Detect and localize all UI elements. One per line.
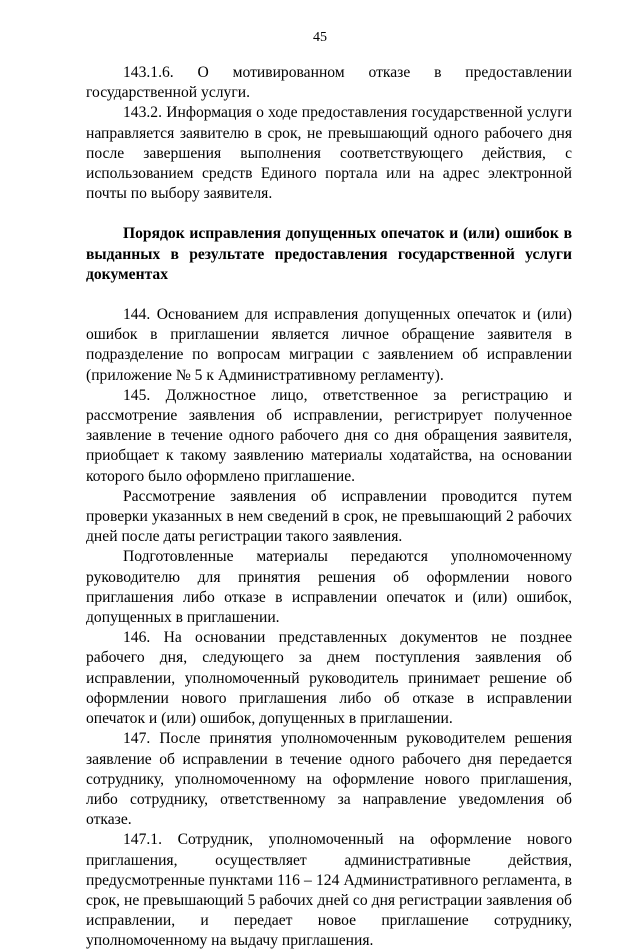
page-number: 45 [313,30,327,45]
paragraph-147-1: 147.1. Сотрудник, уполномоченный на оформление нового приглашения, осуществляет административные действия, предусмотренные пунктами 116 – 124 Административного регламента, в срок, не превышающий 5 рабочих дней со дня регистрации заявления об исправлении, и передает новое приглашение сотруднику, уполномоченному на выдачу приглашения. [86,831,572,950]
spacer [86,204,572,224]
document-body [86,63,572,952]
paragraph-146: 146. На основании представленных документов не позднее рабочего дня, следующего за днем поступления заявления об исправлении, уполномоченный руководитель принимает решение об оформлении нового приглашения либо об отказе в исправлении опечаток и (или) ошибок, допущенных в приглашении. [86,629,572,728]
paragraph-145-review: Рассмотрение заявления об исправлении проводится путем проверки указанных в нем сведений в срок, не превышающий 2 рабочих дней после даты регистрации такого заявления. [86,487,572,546]
paragraph-145: 145. Должностное лицо, ответственное за регистрацию и рассмотрение заявления об исправлении, регистрирует полученное заявление в течение одного рабочего дня со дня обращения заявителя, приобщает к такому заявлению материалы ходатайства, на основании которого было оформлено приглашение. [86,386,572,485]
paragraph-147: 147. После принятия уполномоченным руководителем решения заявление об исправлении в течение одного рабочего дня передается сотруднику, уполномоченному на оформление нового приглашения, либо сотруднику, ответственному за направление уведомления об отказе. [86,730,572,829]
paragraph-143-1-6: 143.1.6. О мотивированном отказе в предоставлении государственной услуги. [86,64,572,102]
section-heading: Порядок исправления допущенных опечаток и (или) ошибок в выданных в результате предоставления государственной услуги документах [86,225,572,283]
paragraph-145-materials: Подготовленные материалы передаются уполномоченному руководителю для принятия решения об оформлении нового приглашения либо отказе в исправлении опечаток и (или) ошибок, допущенных в приглашении. [86,548,572,627]
paragraph-144: 144. Основанием для исправления допущенных опечаток и (или) ошибок в приглашении является личное обращение заявителя в подразделение по вопросам миграции с заявлением об исправлении (приложение № 5 к Административному регламенту). [86,306,572,384]
spacer [86,285,572,305]
paragraph-143-2: 143.2. Информация о ходе предоставления государственной услуги направляется заявителю в срок, не превышающий одного рабочего дня после завершения выполнения соответствующего действия, с использованием средств Единого портала или на адрес электронной почты по выбору заявителя. [86,104,572,203]
